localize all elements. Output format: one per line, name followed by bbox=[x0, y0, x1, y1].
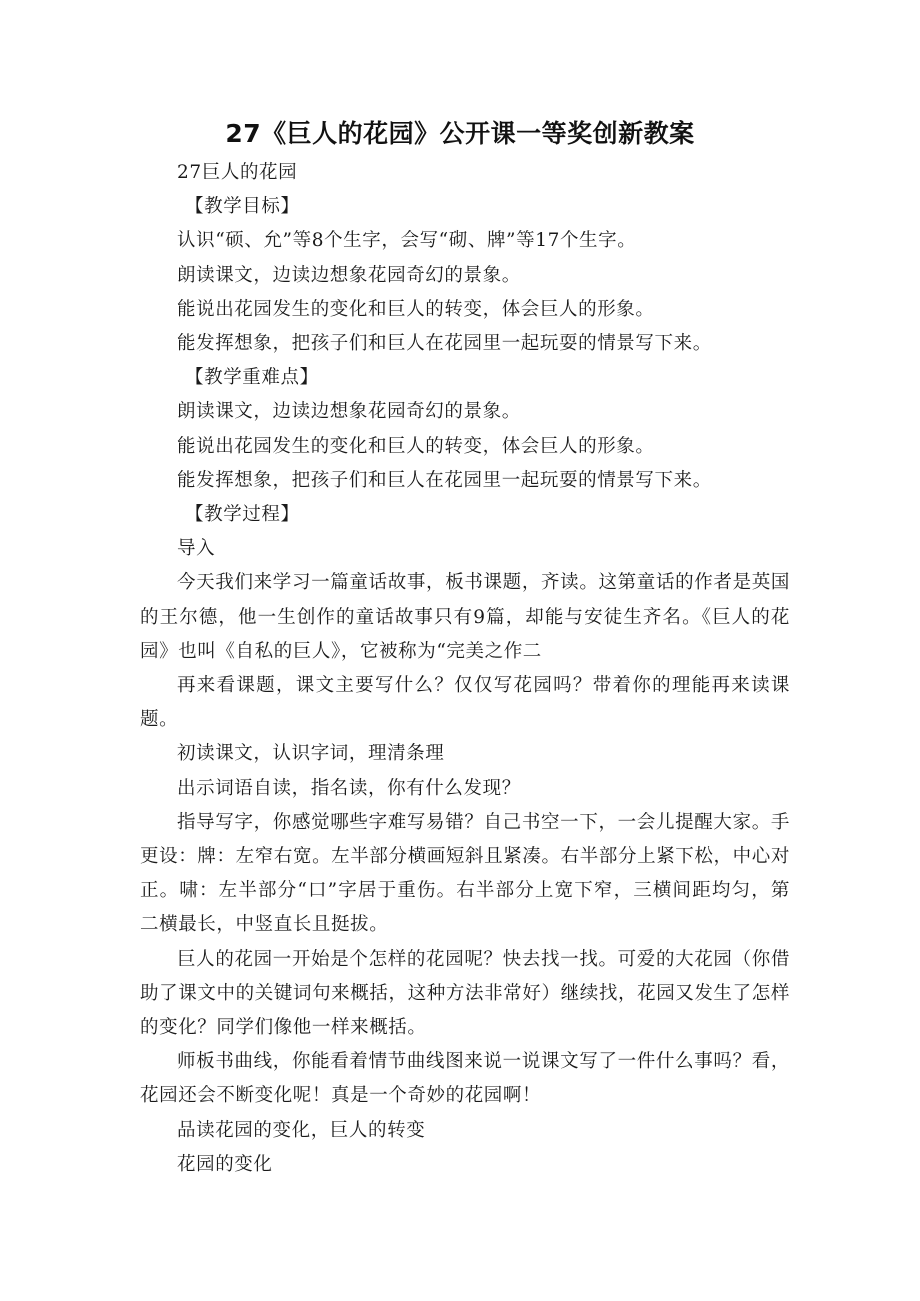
paragraph: 导入 bbox=[177, 538, 216, 560]
paragraph: 27巨人的花园 bbox=[177, 162, 298, 183]
paragraph: 师板书曲线，你能看着情节曲线图来说一说课文写了一件什么事吗？看，花园还会不断变化呢！真是一个奇妙的花园啊！ bbox=[140, 1051, 790, 1107]
paragraph: 品读花园的变化，巨人的转变 bbox=[177, 1119, 426, 1141]
paragraph: 今天我们来学习一篇童话故事，板书课题，齐读。这第童话的作者是英国的王尔德，他一生创作的童话故事只有9篇，却能与安徒生齐名。《巨人的花园》也叫《自私的巨人》，它被称为“完美之作二 bbox=[140, 572, 790, 662]
paragraph: 出示词语自读，指名读，你有什么发现？ bbox=[177, 777, 521, 799]
paragraph: 朗读课文，边读边想象花园奇幻的景象。 bbox=[177, 264, 521, 286]
paragraph: 能发挥想象，把孩子们和巨人在花园里一起玩耍的情景写下来。 bbox=[177, 333, 712, 355]
paragraph: 再来看课题，课文主要写什么？仅仅写花园吗？带着你的理能再来读课题。 bbox=[140, 675, 790, 731]
paragraph: 指导写字，你感觉哪些字难写易错？自己书空一下，一会儿提醒大家。手更设：牌：左窄右宽。左半部分横画短斜且紧凑。右半部分上紧下松，中心对正。啸：左半部分“口”字居于重伤。右半部分上宽下窄，三横间距均匀，第二横最长，中竖直长且挺拔。 bbox=[140, 811, 790, 936]
document-title: 27《巨人的花园》公开课一等奖创新教案 bbox=[225, 119, 695, 148]
paragraph: 花园的变化 bbox=[177, 1153, 273, 1175]
paragraph: 巨人的花园一开始是个怎样的花园呢？快去找一找。可爱的大花园（你借助了课文中的关键词句来概括，这种方法非常好）继续找，花园又发生了怎样的变化？同学们像他一样来概括。 bbox=[140, 948, 790, 1039]
paragraph: 能发挥想象，把孩子们和巨人在花园里一起玩耍的情景写下来。 bbox=[177, 469, 712, 491]
paragraph: 认识“硕、允”等8个生字，会写“砌、牌”等17个生字。 bbox=[177, 230, 637, 252]
section-heading: 【教学过程】 bbox=[185, 504, 300, 526]
document-body bbox=[140, 156, 790, 1182]
paragraph: 初读课文，认识字词，理清条理 bbox=[177, 743, 445, 765]
paragraph: 能说出花园发生的变化和巨人的转变，体会巨人的形象。 bbox=[177, 435, 655, 457]
section-heading: 【教学重难点】 bbox=[185, 367, 319, 389]
paragraph: 朗读课文，边读边想象花园奇幻的景象。 bbox=[177, 401, 521, 423]
section-heading: 【教学目标】 bbox=[185, 196, 300, 218]
paragraph: 能说出花园发生的变化和巨人的转变，体会巨人的形象。 bbox=[177, 298, 655, 320]
